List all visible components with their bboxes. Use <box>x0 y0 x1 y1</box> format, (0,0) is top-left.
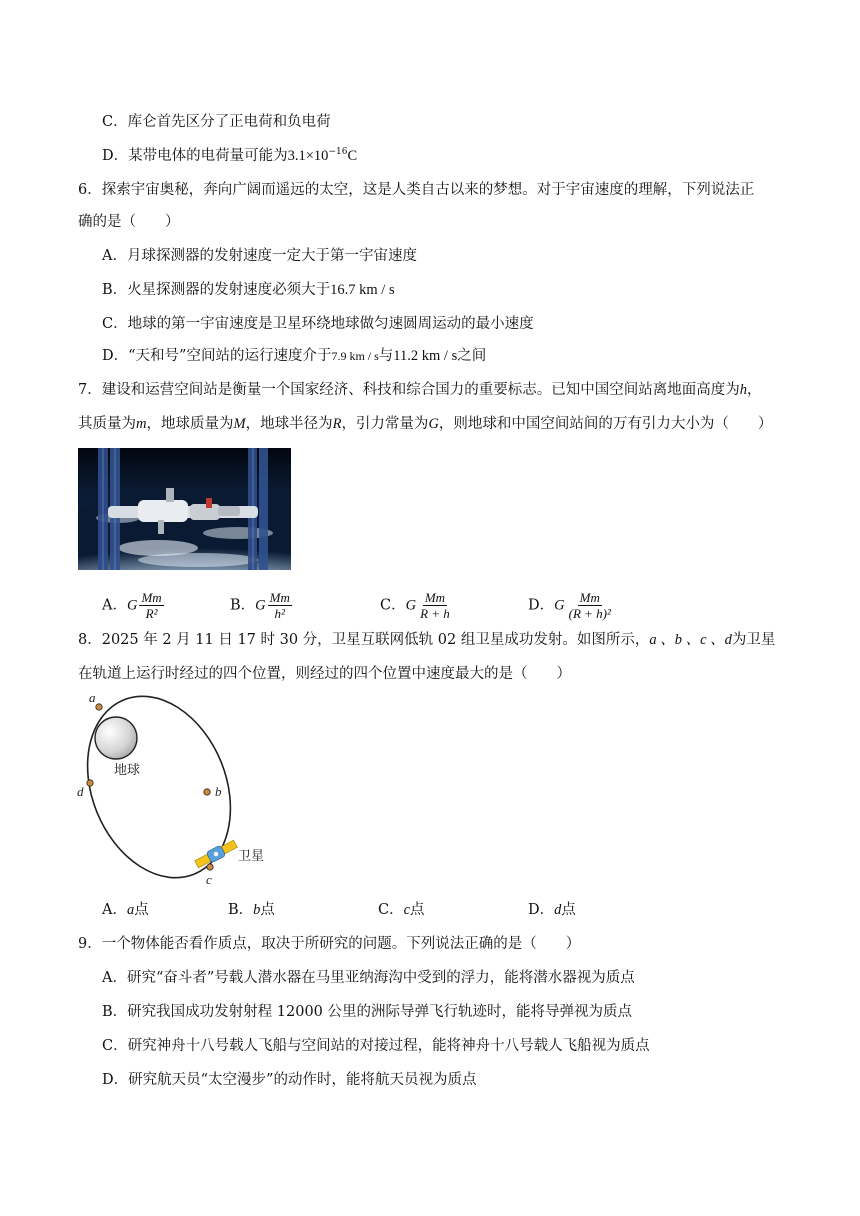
point-a-label: a <box>89 690 96 705</box>
q7-var-R: R <box>332 416 342 432</box>
q7-var-h: h <box>739 382 747 398</box>
q9-stem: 9．一个物体能否看作质点，取决于所研究的问题。下列说法正确的是（ ） <box>78 936 581 952</box>
q7-option-c <box>380 590 452 621</box>
q8-stem-text-1: 8．2025 年 2 月 11 日 17 时 30 分，卫星互联网低轨 02 组卫星成功发射。如图所示， <box>78 632 650 648</box>
q5-option-d-exponent: −16 <box>328 147 348 158</box>
q8-option-a-var: a <box>126 902 135 918</box>
q6-option-b-value: 16.7 km / s <box>330 282 395 298</box>
q7-stem-text-2a: 其质量为 <box>78 416 136 432</box>
earth-label: 地球 <box>114 763 141 778</box>
q5-option-d-value: 3.1×10 <box>287 148 329 164</box>
q5-option-d-text: D．某带电体的电荷量可能为 <box>102 148 288 164</box>
q7-stem-text-2d: ，引力常量为 <box>341 416 429 432</box>
q7-option-a-numerator: Mm <box>141 590 162 605</box>
q8-option-b <box>228 900 275 920</box>
point-a-marker <box>96 704 102 710</box>
q7-option-b <box>230 590 292 621</box>
q6-option-d-text: D．“天和号”空间站的运行速度介于 <box>102 348 332 364</box>
q7-stem-line2 <box>78 414 772 434</box>
q8-option-b-var: b <box>253 902 261 918</box>
space-station-image <box>78 448 291 570</box>
q9-option-c: C．研究神舟十八号载人飞船与空间站的对接过程，能将神舟十八号载人飞船视为质点 <box>102 1038 650 1054</box>
q8-option-d-label: D． <box>528 902 555 918</box>
q8-option-a <box>102 900 149 920</box>
q9-option-a: A．研究“奋斗者”号载人潜水器在马里亚纳海沟中受到的浮力，能将潜水器视为质点 <box>102 970 635 986</box>
orbit-diagram <box>74 690 294 890</box>
q7-option-a-label: A． <box>102 597 127 614</box>
q8-stem-line2: 在轨道上运行时经过的四个位置，则经过的四个位置中速度最大的是（ ） <box>78 666 571 682</box>
earth-circle <box>95 717 137 759</box>
point-b-label: b <box>215 784 222 799</box>
q8-option-a-suffix: 点 <box>134 902 149 918</box>
q7-option-d-numerator: Mm <box>579 590 600 605</box>
q6-option-d-suffix: 之间 <box>457 348 487 364</box>
q6-option-d-mid: 与 <box>378 348 394 364</box>
q8-option-c-var: c <box>403 902 411 918</box>
q7-option-c-G: G <box>405 597 417 614</box>
q8-stem-text-1b: 为卫星 <box>731 632 776 648</box>
q6-option-a: A．月球探测器的发射速度一定大于第一宇宙速度 <box>102 248 417 264</box>
q7-stem-text-1: 7．建设和运营空间站是衡量一个国家经济、科技和综合国力的重要标志。已知中国空间站离地面高度为 <box>78 382 740 398</box>
q8-option-b-suffix: 点 <box>260 902 275 918</box>
q7-var-m: m <box>136 416 147 432</box>
satellite-label: 卫星 <box>238 849 265 864</box>
q7-stem-line1 <box>78 380 761 400</box>
q7-var-M: M <box>233 416 246 432</box>
point-d-label: d <box>77 784 84 799</box>
q7-option-c-fraction <box>418 590 452 621</box>
point-b-marker <box>204 789 210 795</box>
q5-option-d-unit: C <box>347 148 358 164</box>
q6-option-d <box>102 346 486 366</box>
q8-option-a-label: A． <box>102 902 127 918</box>
satellite-icon <box>194 838 238 869</box>
q6-option-d-v2: 11.2 km / s <box>393 348 458 364</box>
q5-option-c: C．库仑首先区分了正电荷和负电荷 <box>102 114 331 130</box>
q6-stem-line1: 6．探索宇宙奥秘，奔向广阔而遥远的太空，这是人类自古以来的梦想。对于宇宙速度的理解，下列说法正 <box>78 182 755 198</box>
q8-option-c <box>378 900 425 920</box>
q6-option-b <box>102 280 395 300</box>
q5-option-d <box>102 146 357 166</box>
q8-stem-line1 <box>78 630 775 650</box>
space-station-illustration <box>78 448 291 570</box>
point-c-marker <box>207 864 213 870</box>
q7-option-d-label: D． <box>528 597 555 614</box>
q7-option-c-denominator: R + h <box>420 606 450 621</box>
orbit-ellipse <box>74 690 256 890</box>
q7-var-G: G <box>428 416 439 432</box>
q8-stem-vars: a 、b 、c 、d <box>649 632 732 648</box>
q7-option-a-denominator: R² <box>145 606 158 621</box>
q9-option-b: B．研究我国成功发射射程 12000 公里的洲际导弹飞行轨迹时，能将导弹视为质点 <box>102 1004 632 1020</box>
q6-option-d-v1: 7.9 km / s <box>331 349 379 363</box>
q8-option-d <box>528 900 576 920</box>
q7-stem-text-2b: ，地球质量为 <box>146 416 234 432</box>
q7-option-d-fraction <box>567 590 613 621</box>
orbit-diagram-svg <box>74 690 294 890</box>
q7-option-b-numerator: Mm <box>269 590 290 605</box>
q8-option-b-label: B． <box>228 902 254 918</box>
q7-stem-text-2e: ，则地球和中国空间站间的万有引力大小为（ ） <box>438 416 773 432</box>
q7-option-b-denominator: h² <box>274 606 285 621</box>
q8-option-d-var: d <box>554 902 562 918</box>
q8-option-c-suffix: 点 <box>410 902 425 918</box>
q7-option-b-label: B． <box>230 597 256 614</box>
q7-option-a-fraction <box>139 590 163 621</box>
q7-option-a <box>102 590 164 621</box>
q7-option-d-denominator: (R + h)² <box>568 606 611 621</box>
q6-option-c: C．地球的第一宇宙速度是卫星环绕地球做匀速圆周运动的最小速度 <box>102 316 534 332</box>
q7-option-b-fraction <box>268 590 292 621</box>
q7-stem-text-1b: ， <box>746 382 762 398</box>
q8-option-c-label: C． <box>378 902 404 918</box>
point-d-marker <box>87 780 93 786</box>
q8-option-d-suffix: 点 <box>561 902 576 918</box>
q6-option-b-text: B．火星探测器的发射速度必须大于 <box>102 282 331 298</box>
q7-option-b-G: G <box>255 597 266 614</box>
q6-stem-line2: 确的是（ ） <box>78 214 180 230</box>
q7-option-d-G: G <box>554 597 565 614</box>
q7-option-c-label: C． <box>380 597 406 614</box>
q7-option-d <box>528 590 613 621</box>
q7-option-c-numerator: Mm <box>424 590 446 605</box>
q9-option-d: D．研究航天员“太空漫步”的动作时，能将航天员视为质点 <box>102 1072 477 1088</box>
q7-stem-text-2c: ，地球半径为 <box>245 416 333 432</box>
q7-option-a-G: G <box>126 597 138 614</box>
point-c-label: c <box>206 872 212 887</box>
